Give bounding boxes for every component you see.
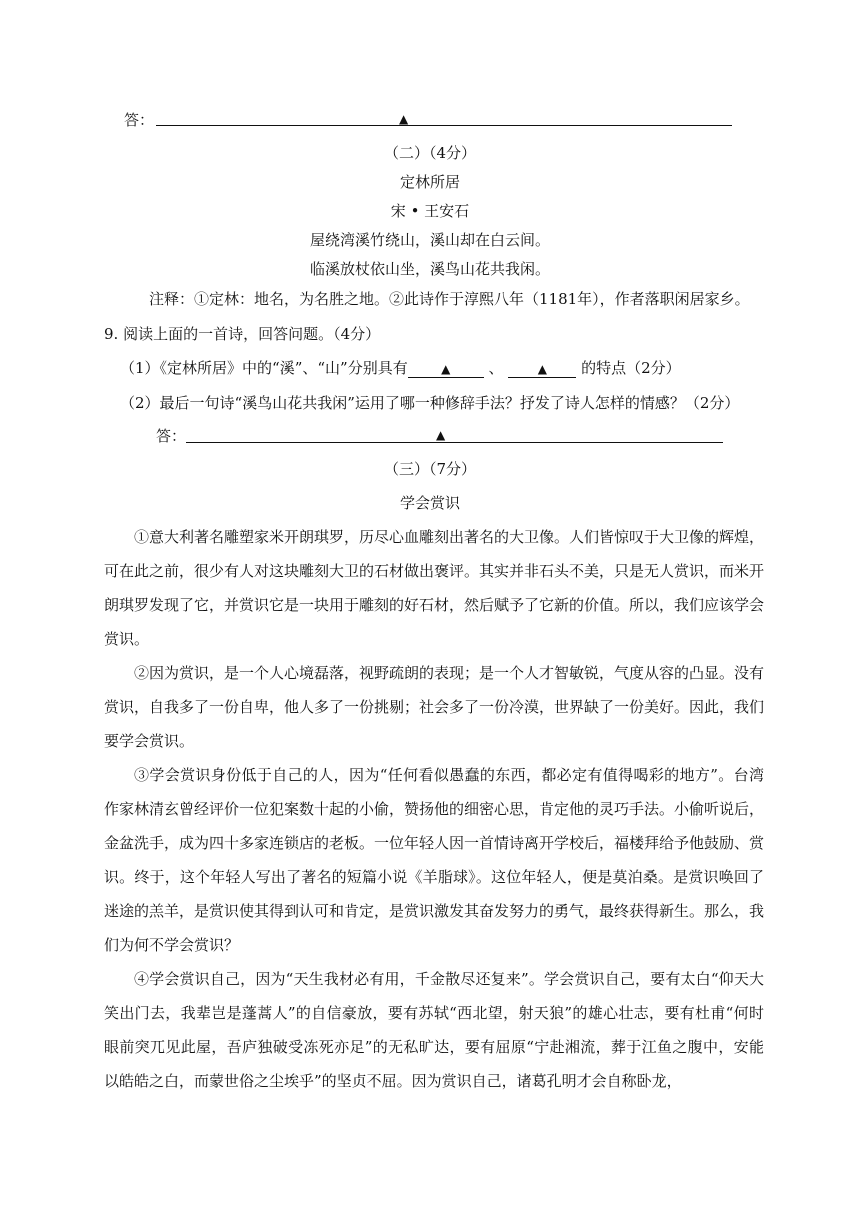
q9-sub1-prefix: （1）《定林所居》中的“溪”、“山”分别具有 [120,359,408,377]
q9-sub1-sep: 、 [488,359,504,377]
q9-answer-line[interactable] [186,442,723,443]
q9-answer-marker: ▲ [436,428,446,442]
essay-title: 学会赏识 [399,494,460,512]
poem-note: 注释：①定林：地名，为名胜之地。②此诗作于淳熙八年（1181年），作者落职闲居家乡。 [149,290,750,308]
essay-paragraph-1: ①意大利著名雕塑家米开朗琪罗，历尽心血雕刻出著名的大卫像。人们皆惊叹于大卫像的辉煌，可在此之前，很少有人对这块雕刻大卫的石材做出褒评。其实并非石头不美，只是无人赏识，而米开朗琪罗发现了它，并赏识它是一块用于雕刻的好石材，然后赋予了它新的价值。所以，我们应该学会赏识。 [104,528,765,648]
essay-paragraph-3: ③学会赏识身份低于自己的人，因为“任何看似愚蠢的东西，都必定有值得喝彩的地方”。台湾作家林清玄曾经评价一位犯案数十起的小偷，赞扬他的细密心思，肯定他的灵巧手法。小偷听说后，金盆洗手，成为四十多家连锁店的老板。一位年轻人因一首情诗离开学校后，福楼拜给予他鼓励、赏识。终于，这个年轻人写出了著名的短篇小说《羊脂球》。这位年轻人，便是莫泊桑。是赏识唤回了迷途的羔羊，是赏识使其得到认可和肯定，是赏识激发其奋发努力的勇气，最终获得新生。那么，我们为何不学会赏识？ [104,766,765,954]
q9-stem: 9. 阅读上面的一首诗，回答问题。（4分） [104,325,381,343]
q9-sub2: （2）最后一句诗“溪鸟山花共我闲”运用了哪一种修辞手法？抒发了诗人怎样的情感？（2分） [120,394,740,412]
q8-answer-marker: ▲ [399,112,409,126]
poem-line-2: 临溪放杖依山坐，溪鸟山花共我闲。 [309,260,550,278]
essay-paragraph-2: ②因为赏识，是一个人心境磊落，视野疏朗的表现；是一个人才智敏锐，气度从容的凸显。没有赏识，自我多了一份自卑，他人多了一份挑剔；社会多了一份冷漠，世界缺了一份美好。因此，我们要学会赏识。 [104,664,765,750]
section2-header: （二）（4分） [383,144,477,162]
q9-sub1-suffix: 的特点（2分） [581,359,681,377]
essay-paragraph-4: ④学会赏识自己，因为“天生我材必有用，千金散尽还复来”。学会赏识自己，要有太白“仰天大笑出门去，我辈岂是蓬蒿人”的自信豪放，要有苏轼“西北望，射天狼”的雄心壮志，要有杜甫“何时眼前突兀见此屋，吾庐独破受冻死亦足”的无私旷达，要有屈原“宁赴湘流，葬于江鱼之腹中，安能以皓皓之白，而蒙世俗之尘埃乎”的坚贞不屈。因为赏识自己，诸葛孔明才会自称卧龙， [104,970,764,1090]
q9-sub1-blank-1[interactable]: ▲ [408,361,484,378]
q9-sub1 [120,358,681,378]
poem-title: 定林所居 [399,173,460,191]
q8-answer-label: 答： [124,111,155,129]
poem-line-1: 屋绕湾溪竹绕山，溪山却在白云间。 [309,231,550,249]
poem-author: 宋 • 王安石 [390,202,470,220]
q9-sub1-blank-2[interactable]: ▲ [508,361,576,378]
q9-answer-label: 答： [156,427,187,445]
section3-header: （三）（7分） [383,460,477,478]
q8-answer-line[interactable] [156,125,732,126]
